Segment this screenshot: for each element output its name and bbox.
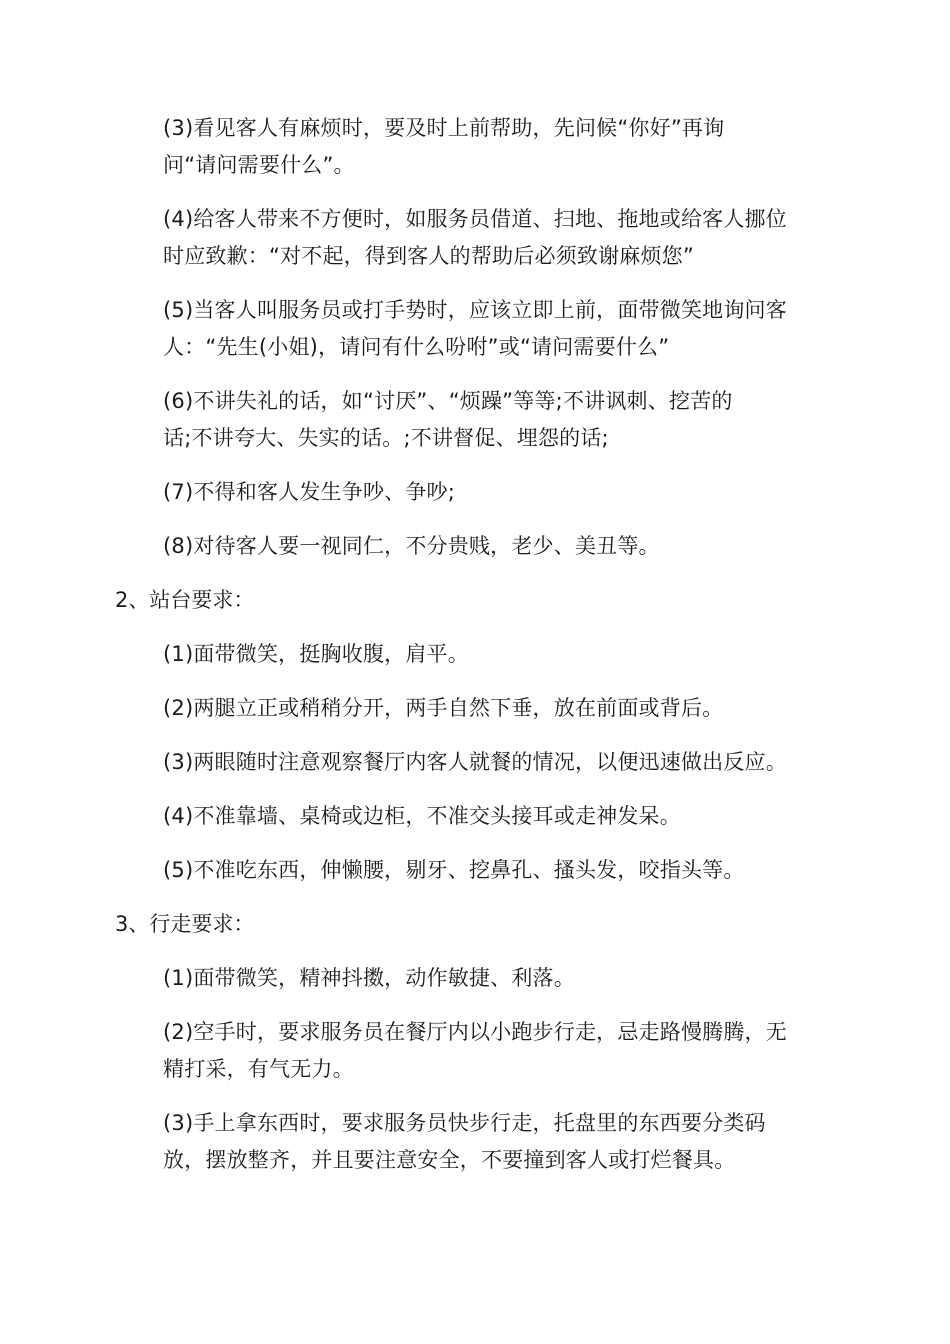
paragraph (115, 690, 835, 727)
text-line: (3)看见客人有麻烦时，要及时上前帮助，先问候“你好”再询 (163, 116, 725, 140)
text-line: 3、行走要求： (115, 912, 255, 936)
text-line: (3)手上拿东西时，要求服务员快步行走，托盘里的东西要分类码 (163, 1111, 766, 1135)
paragraph (115, 1014, 835, 1088)
text-line: (4)不准靠墙、桌椅或边柜，不准交头接耳或走神发呆。 (163, 804, 681, 828)
text-line: 精打采，有气无力。 (163, 1057, 354, 1081)
text-line: (3)两眼随时注意观察餐厅内客人就餐的情况，以便迅速做出反应。 (163, 750, 787, 774)
paragraph-gap (115, 511, 835, 528)
text-line: 2、站台要求： (115, 588, 255, 612)
text-line: 话;不讲夸大、失实的话。;不讲督促、埋怨的话; (163, 426, 609, 450)
paragraph-gap (115, 727, 835, 744)
paragraph-gap (115, 619, 835, 636)
paragraph-gap (115, 889, 835, 906)
text-line: 放，摆放整齐，并且要注意安全，不要撞到客人或打烂餐具。 (163, 1148, 736, 1172)
text-line: 时应致歉：“对不起，得到客人的帮助后必须致谢麻烦您” (163, 244, 694, 268)
text-line: 问“请问需要什么”。 (163, 153, 355, 177)
paragraph (115, 960, 835, 997)
paragraph-gap (115, 366, 835, 383)
text-line: (7)不得和客人发生争吵、争吵; (163, 480, 456, 504)
text-line: (5)当客人叫服务员或打手势时，应该立即上前，面带微笑地询问客 (163, 298, 787, 322)
paragraph-gap (115, 943, 835, 960)
paragraph (115, 474, 835, 511)
paragraph-gap (115, 184, 835, 201)
paragraph (115, 636, 835, 673)
section-heading (115, 906, 835, 943)
section-heading (115, 582, 835, 619)
paragraph (115, 383, 835, 457)
paragraph (115, 852, 835, 889)
paragraph-gap (115, 457, 835, 474)
document-body (115, 110, 835, 1179)
paragraph-gap (115, 781, 835, 798)
text-line: (2)两腿立正或稍稍分开，两手自然下垂，放在前面或背后。 (163, 696, 724, 720)
paragraph-gap (115, 997, 835, 1014)
text-line: (2)空手时，要求服务员在餐厅内以小跑步行走，忌走路慢腾腾，无 (163, 1020, 787, 1044)
text-line: (4)给客人带来不方便时，如服务员借道、扫地、拖地或给客人挪位 (163, 207, 787, 231)
text-line: (8)对待客人要一视同仁，不分贵贱，老少、美丑等。 (163, 534, 660, 558)
text-line: (5)不准吃东西，伸懒腰，剔牙、挖鼻孔、搔头发，咬指头等。 (163, 858, 745, 882)
text-line: (1)面带微笑，挺胸收腹，肩平。 (163, 642, 469, 666)
paragraph (115, 1105, 835, 1179)
paragraph-gap (115, 565, 835, 582)
paragraph-gap (115, 835, 835, 852)
paragraph (115, 744, 835, 781)
paragraph-gap (115, 673, 835, 690)
paragraph (115, 528, 835, 565)
paragraph-gap (115, 275, 835, 292)
paragraph (115, 110, 835, 184)
text-line: 人：“先生(小姐)，请问有什么吩咐”或“请问需要什么” (163, 335, 670, 359)
paragraph (115, 798, 835, 835)
paragraph (115, 292, 835, 366)
text-line: (1)面带微笑，精神抖擞，动作敏捷、利落。 (163, 966, 575, 990)
paragraph (115, 201, 835, 275)
text-line: (6)不讲失礼的话，如“讨厌”、“烦躁”等等;不讲讽刺、挖苦的 (163, 389, 733, 413)
paragraph-gap (115, 1088, 835, 1105)
